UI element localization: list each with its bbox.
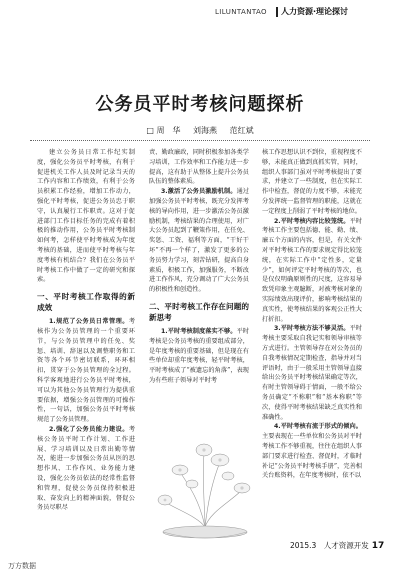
paragraph-2-continued: 责、勤政廉政，同时积极参加各类学习培训，工作效率和工作能力进一步提高，这有助于从整体上提升公务员队伍的整体素质。 [149,149,249,186]
flower-illustration [150,432,260,542]
paragraph-4-body: 平时考核是公务员考核的重要组成部分，是年度考核的重要基础，但是现在有些单位却重年度考核，轻平时考核，平时考核成了“被遗忘的角落”，表现为有些班子领导对平时考 [149,327,250,384]
magazine-code: LILUNTANTAO [215,8,267,16]
paragraph-7-body: 平时考核主要采取自我记实和领导审核等方式进行。主管领导存在对公务员的自我考核情况定期检查，指导并对当评语时，由于一般采用主管领导直接给出公务员平时考核结果确定等次，有时主管领导碍于情面，一般不给公务员确定“不称职”和“基本称职”等次，使得平时考核结果缺乏真实性和准确性。 [262,325,363,421]
paragraph-4 [149,327,249,386]
article-title: 公务员平时考核问题探析 [95,94,305,115]
footer-watermark: 万方数据 [8,562,36,570]
author-1: □ 周 华 [146,126,181,135]
section-heading-1: 一、平时考核工作取得的新成效 [37,292,135,313]
paragraph-8-lead: 4.平时考核有流于形式的倾向。 [274,423,362,431]
section-heading-2: 二、平时考核工作存在问题的新思考 [149,301,249,322]
page-header [0,0,400,26]
paragraph-2 [37,425,135,513]
paragraph-8-body: 主要表现在一些单位和公务员对平时考核工作不够重视，往往在组织人事部门要求进行检查、督促时，才临时补记“公务员平时考核手册”，完善相关台账资料，在年度考核时，依不以 [262,433,362,480]
paragraph-1 [37,317,135,425]
paragraph-7 [262,324,362,422]
paragraph-3-body: 通过加强公务员平时考核，既充分发挥考核的导向作用，进一步激活公务员激励机制，考核结果的合理使用，对广大公务员起到了鞭策作用，在任免、奖惩、工资、福利等方面，“干好干坏”不再一个样了，激发了更多的公务员努力学习，刻苦钻研，提高自身素质，积极工作，加强服务，不断改进工作作风，充分调动了广大公务员的积极性和创造性。 [149,188,250,294]
paragraph-7-lead: 3.平时考核方法不够灵活。 [274,325,350,333]
title-rule [30,140,370,141]
article-authors [0,125,400,136]
paragraph-2-lead: 2.强化了公务员能力建设。 [49,425,129,433]
paragraph-1-lead: 1.规范了公务员日常管理。 [49,318,129,326]
paragraph-6-body: 平时考核工作主要包括德、能、勤、绩、廉五个方面的内容，但是，有关文件对平时考核工作的要求规定得比较笼统，在实际工作中“定性多，定量少”，如何评定平时考核的等次，也是仅仅明确原则性的尺度，这容易导致凭印象主观臆断，对被考核对象的实际绩效出现评价，影响考核结果的真实性，使考核结果的客观公正性大打折扣。 [262,217,363,323]
paragraph-6-lead: 2.平时考核内容比较笼统。 [274,217,350,225]
section-label: 人力资源·理论探讨 [281,7,349,16]
paragraph-3-lead: 3.激活了公务员激励机制。 [161,188,237,196]
paragraph-3 [149,187,249,295]
header-divider [276,7,278,17]
author-2: 刘海燕 [193,126,218,135]
column-3 [262,148,362,481]
paragraph-6 [262,217,362,325]
paragraph-8 [262,422,362,481]
footer-issue [290,540,384,551]
intro-paragraph: 建立公务员日常工作纪实制度，强化公务员平时考核，有利于促进机关工作人员及时记录当天的工作内容和工作绩效，有利于公务员积累工作经验，增加工作动力，强化平时考核，促进公务员忠于职守，认真履行工作职责。这对于促进部门工作目标任务的完成有着积极的推动作用，公务员平时考核制如何考，怎样使平时考核成为年度考核的基础，进而使平时考核与年度考核有机结合？我们在公务员平时考核工作中做了一定的研究和探索。 [37,149,135,284]
column-1 [37,148,135,513]
paragraph-2-body: 考核公务员平时工作计划、工作进展、学习培训以及日常出勤等情况，能进一步加强公务员从医的思想作风、工作作风、业务能力建设，强化公务员依法的经常性监督和管理，促使公务员保持积极进取、奋发向上的精神面貌，督促公务员尽职尽 [37,425,135,512]
author-3: 范红斌 [229,126,254,135]
paragraph-1-body: 考核作为公务员管理的一个重要环节，与公务员管理中的任免、奖惩、培训、辞退以及调整职务和工资等各个环节密切联系，环环相扣，贯穿于公务员管理的全过程。科学客观地进行公务员平时考核，可以为其他公务员管理行为提供重要依据，增强公务员管理的可操作性，一句话，加强公务员平时考核规范了公务员管理。 [37,318,135,424]
column-2 [149,148,249,386]
paragraph-5: 核工作思想认识不到位，重视程度不够，未能真正做到真抓实管，同时，组织人事部门虽对平时考核提出了要求，并建立了一些制度，但在实际工作中检查，督促的力度不够，未能充分发挥统一监督管理的职能，这就在一定程度上削弱了平时考核的地位。 [262,149,362,215]
page-number: 17 [371,541,385,551]
paragraph-4-lead: 1.平时考核制度落实不够。 [161,327,237,335]
footer-issue-label: 2015.3 人才资源开发 [290,541,369,550]
